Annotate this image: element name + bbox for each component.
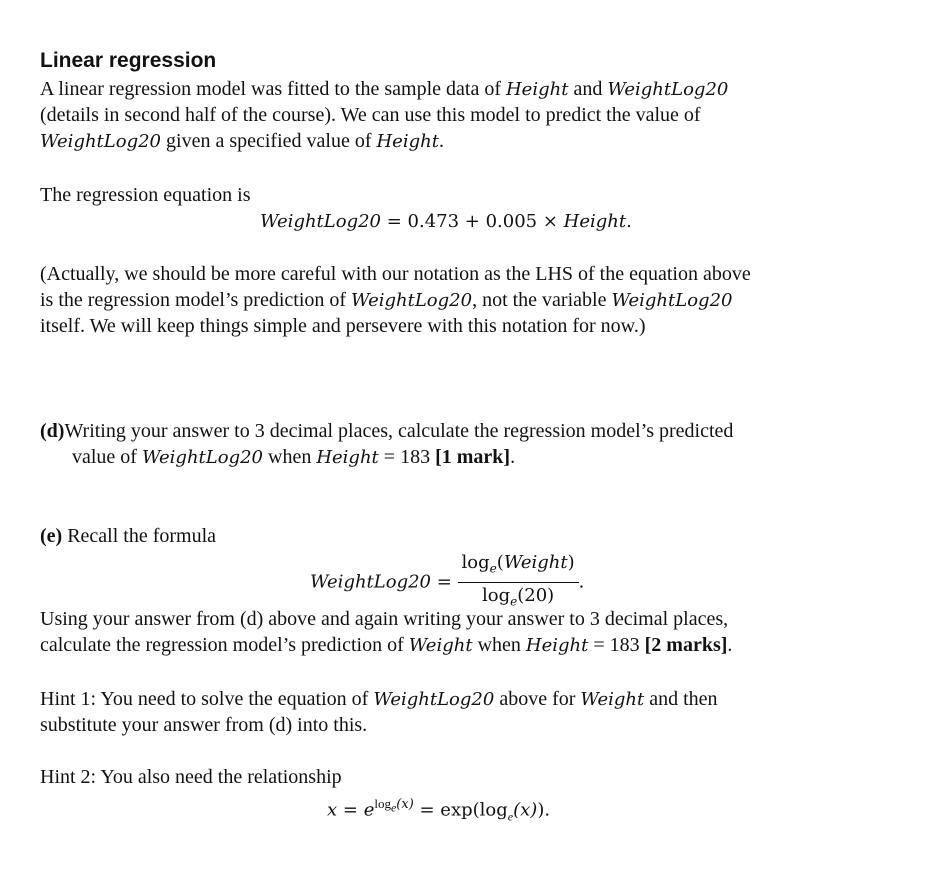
part-d-line-2: value of WeightLog20 when Height = 183 [1 mark]. — [72, 446, 516, 468]
log-fraction: $\frac{\log_e(Weight)}{\log_e(20)}$ — [458, 551, 579, 613]
hint2-intro: Hint 2: You also need the relationship — [40, 766, 342, 788]
log-formula: WeightLog20 = $\frac{\log_e(Weight)}{\log_e(20)}$ . — [310, 551, 584, 613]
note-line-2: is the regression model’s prediction of WeightLog20, not the variable WeightLog20 — [40, 289, 733, 311]
regression-intro: The regression equation is — [40, 184, 251, 206]
part-e-line-2: calculate the regression model’s prediction of Weight when Height = 183 [2 marks]. — [40, 634, 733, 656]
part-d-marks: [1 mark] — [435, 446, 511, 468]
hint1-line-2: substitute your answer from (d) into this. — [40, 714, 368, 736]
part-e-label: (e) — [40, 525, 63, 547]
exp-log-relationship: $x = e^{log_e(x)} = \exp(\log_e(x))$. — [327, 796, 551, 824]
hint1-line-1: Hint 1: You need to solve the equation of WeightLog20 above for Weight and then — [40, 688, 718, 710]
intro-line-1: A linear regression model was fitted to the sample data of Height and WeightLog20 — [40, 78, 729, 100]
regression-equation: WeightLog20 = 0.473 + 0.005 × Height. — [260, 211, 632, 232]
part-e-marks: [2 marks] — [644, 634, 728, 656]
intro-line-2: (details in second half of the course). We can use this model to predict the value of — [40, 104, 701, 126]
part-e-line-1: Using your answer from (d) above and again writing your answer to 3 decimal places, — [40, 608, 729, 630]
note-line-1: (Actually, we should be more careful with our notation as the LHS of the equation above — [40, 263, 751, 285]
intro-line-3: WeightLog20 given a specified value of Height. — [40, 130, 444, 152]
part-e-intro: (e) Recall the formula — [40, 525, 217, 547]
page-title: Linear regression — [40, 49, 217, 72]
note-line-3: itself. We will keep things simple and persevere with this notation for now.) — [40, 315, 646, 337]
part-d-line-1: (d)Writing your answer to 3 decimal places, calculate the regression model’s predicted — [40, 420, 734, 442]
part-d-label: (d) — [40, 420, 65, 442]
